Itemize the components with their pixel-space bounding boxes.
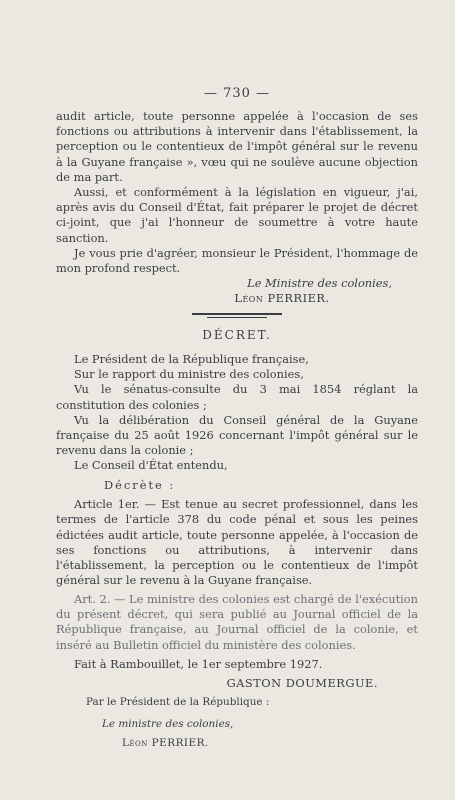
- letter-section: [56, 109, 418, 353]
- letter-signature-title: Le Ministre des colonies,: [247, 276, 392, 291]
- decree-line-3: Vu la délibération du Conseil général de la Guyane française du 25 août 1926 concernant l'impôt général sur le revenu dans la colonie ;: [56, 412, 418, 458]
- decrete-label: Décrète :: [104, 478, 176, 492]
- minister-name: Léon PERRIER.: [122, 736, 209, 749]
- decree-president: Le Président de la République française,: [74, 352, 309, 366]
- decree-articles: [56, 470, 418, 588]
- decree-article-2: [56, 592, 418, 653]
- by-president: Par le Président de la République :: [86, 696, 270, 709]
- letter-paragraph-1: audit article, toute personne appelée à l'occasion de ses fonctions ou attributions à intervenir dans l'établissement, la perception ou le contentieux de l'impôt général sur le revenu à la Guyane française », vœu qui ne soulève aucune objection de ma part.: [56, 109, 418, 184]
- page-number: — 730 —: [203, 86, 271, 101]
- letter-paragraph-3: Je vous prie d'agréer, monsieur le Président, l'hommage de mon profond respect.: [56, 245, 418, 276]
- decree-line-4: Le Conseil d'État entendu,: [74, 458, 228, 473]
- decree-preamble: [56, 352, 418, 474]
- letter-paragraph-2: Aussi, et conformément à la législation en vigueur, j'ai, après avis du Conseil d'État, fait préparer le projet de décret ci-joint, que j'ai l'honneur de soumettre à votre haute sanction.: [56, 185, 418, 245]
- separator-rule-thin: [207, 317, 267, 318]
- letter-signature-name: Léon PERRIER.: [234, 291, 330, 306]
- minister-title: Le ministre des colonies,: [102, 717, 234, 730]
- signer-name: GASTON DOUMERGUE.: [226, 676, 378, 691]
- decree-signoff: [56, 657, 418, 751]
- article-2: Art. 2. — Le ministre des colonies est chargé de l'exécution du présent décret, qui sera publié au Journal officiel de la République française, au Journal officiel de la colonie, et inséré au Bulletin officiel du ministère des colonies.: [56, 592, 418, 652]
- decree-line-2: Vu le sénatus-consulte du 3 mai 1854 réglant la constitution des colonies ;: [56, 382, 418, 412]
- decree-heading: DÉCRET.: [202, 327, 272, 342]
- place-date: Fait à Rambouillet, le 1er septembre 1927.: [74, 657, 323, 671]
- decree-line-1: Sur le rapport du ministre des colonies,: [74, 367, 304, 382]
- article-1: Article 1er. — Est tenue au secret professionnel, dans les termes de l'article 378 du code pénal et sous les peines édictées audit article, toute personne appelée, à l'occasion de ses fonctions ou attributions, à intervenir dans l'établissement, la perception ou le contentieux de l'impôt général sur le revenu à la Guyane française.: [56, 497, 418, 588]
- separator-rule: [192, 313, 282, 315]
